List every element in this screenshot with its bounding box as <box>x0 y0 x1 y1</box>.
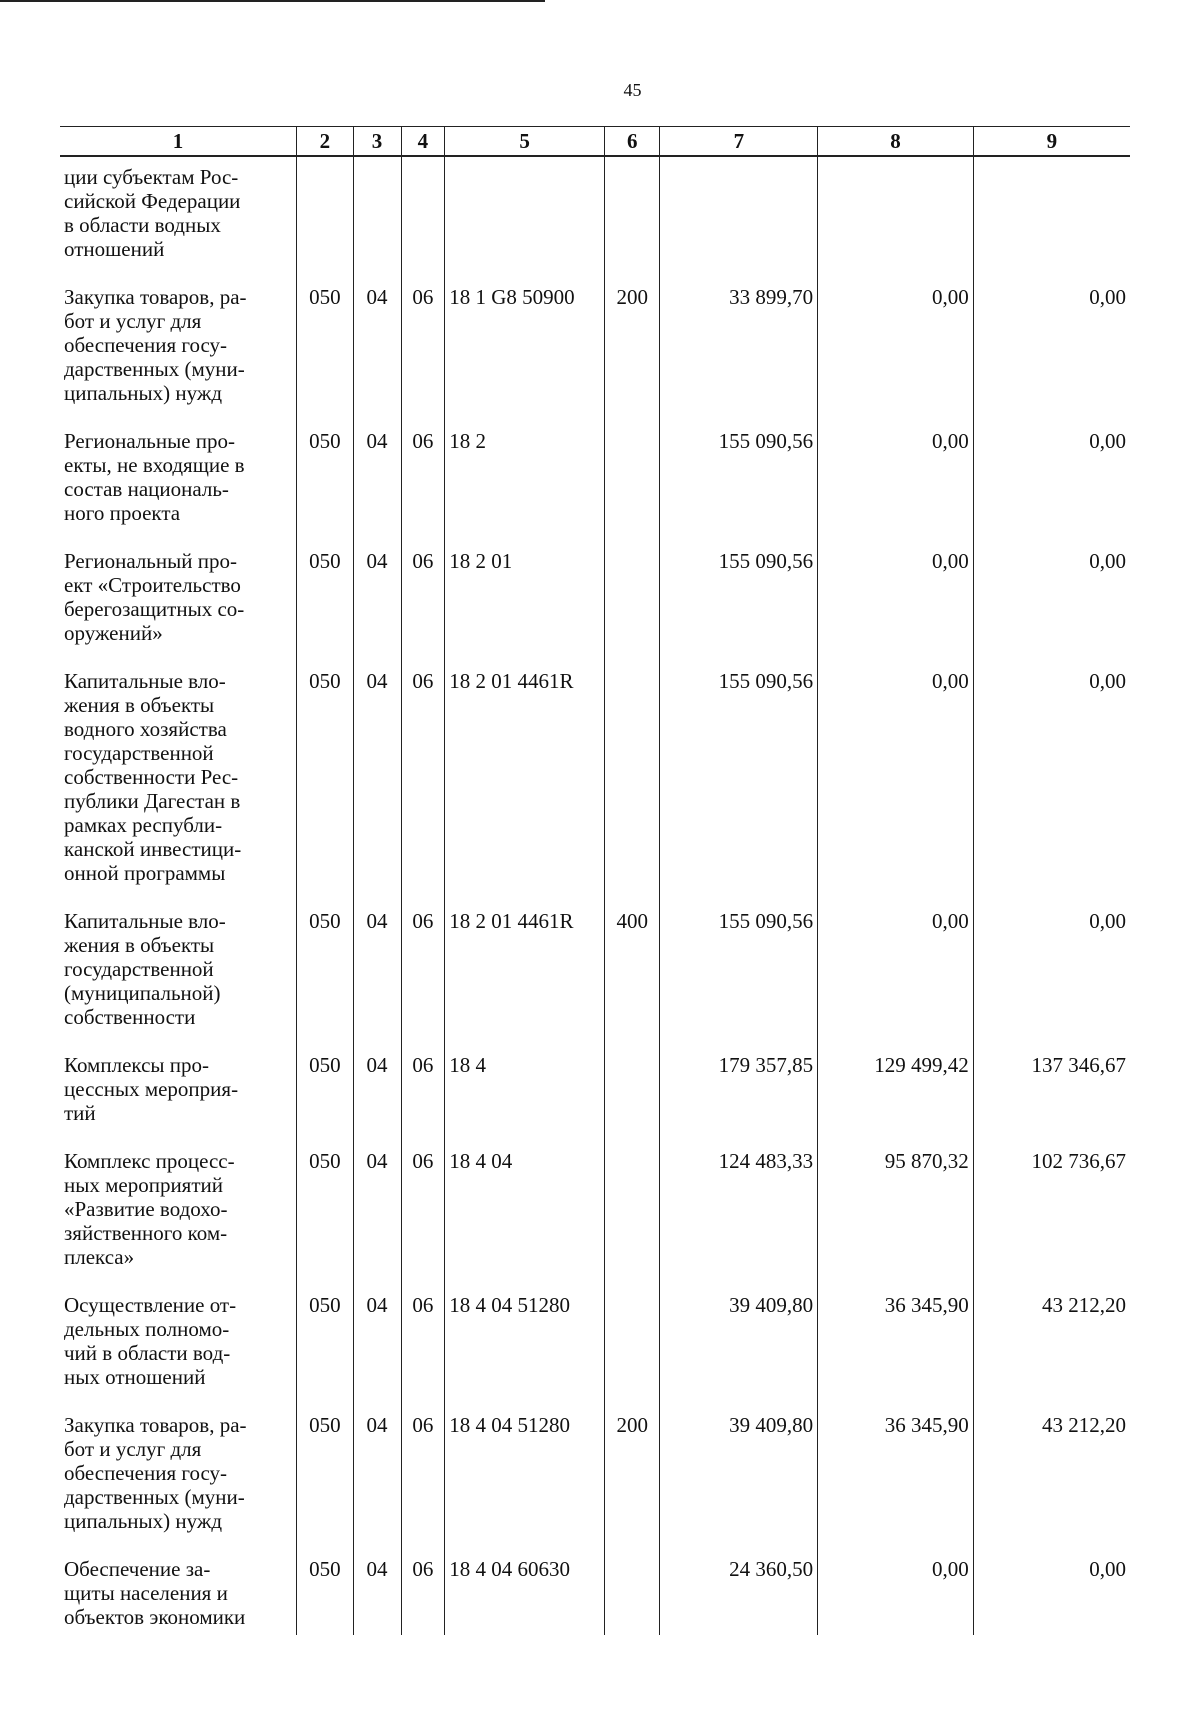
table-row <box>60 156 1130 273</box>
column-header-1: 1 <box>60 127 297 157</box>
amount-year1-cell: 33 899,70 <box>660 273 818 417</box>
admin-code-cell: 050 <box>297 897 353 1041</box>
item-name-line: зяйственного ком- <box>64 1221 228 1245</box>
item-name-cell <box>60 897 297 1041</box>
table-row <box>60 1041 1130 1137</box>
section-cell <box>353 156 401 273</box>
expense-type-cell <box>605 537 660 657</box>
expense-type-cell <box>605 1041 660 1137</box>
section-cell: 04 <box>353 417 401 537</box>
table-row <box>60 1401 1130 1545</box>
table-row <box>60 537 1130 657</box>
amount-year1-cell: 155 090,56 <box>660 417 818 537</box>
item-name-line: берегозащитных со- <box>64 597 245 621</box>
subsection-cell: 06 <box>401 1281 445 1401</box>
section-cell: 04 <box>353 657 401 897</box>
target-article-cell: 18 4 04 60630 <box>445 1545 605 1635</box>
item-name-line: сийской Федерации <box>64 189 241 213</box>
target-article-cell <box>445 156 605 273</box>
amount-year1-cell: 155 090,56 <box>660 897 818 1041</box>
table-row <box>60 273 1130 417</box>
subsection-cell: 06 <box>401 1401 445 1545</box>
subsection-cell: 06 <box>401 897 445 1041</box>
column-header-2: 2 <box>297 127 353 157</box>
expense-type-cell <box>605 657 660 897</box>
item-name-line: ных мероприятий <box>64 1173 223 1197</box>
item-name-line: публики Дагестан в <box>64 789 241 813</box>
item-name-line: объектов экономики <box>64 1605 246 1629</box>
target-article-cell: 18 2 01 <box>445 537 605 657</box>
scan-edge-line <box>0 0 545 2</box>
admin-code-cell: 050 <box>297 537 353 657</box>
item-name-cell <box>60 156 297 273</box>
item-name-cell <box>60 417 297 537</box>
item-name-line: жения в объекты <box>64 693 215 717</box>
table-row <box>60 1545 1130 1635</box>
admin-code-cell: 050 <box>297 1545 353 1635</box>
item-name-line: Комплексы про- <box>64 1053 209 1077</box>
item-name-line: Осуществление от- <box>64 1293 237 1317</box>
item-name-line: состав националь- <box>64 477 229 501</box>
page-number: 45 <box>623 80 642 100</box>
amount-year2-cell: 0,00 <box>818 897 974 1041</box>
section-cell: 04 <box>353 273 401 417</box>
amount-year1-cell: 24 360,50 <box>660 1545 818 1635</box>
amount-year3-cell: 137 346,67 <box>973 1041 1130 1137</box>
item-name-line: рамках республи- <box>64 813 223 837</box>
table-row <box>60 417 1130 537</box>
admin-code-cell <box>297 156 353 273</box>
header-row <box>60 127 1130 157</box>
item-name-line: собственности Рес- <box>64 765 239 789</box>
admin-code-cell: 050 <box>297 1401 353 1545</box>
expense-type-cell: 400 <box>605 897 660 1041</box>
amount-year1-cell <box>660 156 818 273</box>
item-name-line: Обеспечение за- <box>64 1557 211 1581</box>
target-article-cell: 18 1 G8 50900 <box>445 273 605 417</box>
subsection-cell: 06 <box>401 657 445 897</box>
section-cell: 04 <box>353 1401 401 1545</box>
column-header-8: 8 <box>818 127 974 157</box>
item-name-line: плекса» <box>64 1245 135 1269</box>
subsection-cell: 06 <box>401 417 445 537</box>
item-name-line: Комплекс процесс- <box>64 1149 235 1173</box>
amount-year2-cell: 36 345,90 <box>818 1281 974 1401</box>
table-row <box>60 1137 1130 1281</box>
item-name-line: екты, не входящие в <box>64 453 245 477</box>
item-name-line: ципальных) нужд <box>64 1509 223 1533</box>
expense-type-cell: 200 <box>605 273 660 417</box>
item-name-line: в области водных <box>64 213 221 237</box>
item-name-line: ект «Строительство <box>64 573 241 597</box>
item-name-line: отношений <box>64 237 165 261</box>
section-cell: 04 <box>353 1041 401 1137</box>
table-row <box>60 1281 1130 1401</box>
item-name-cell <box>60 1281 297 1401</box>
subsection-cell: 06 <box>401 1137 445 1281</box>
subsection-cell: 06 <box>401 537 445 657</box>
target-article-cell: 18 4 04 <box>445 1137 605 1281</box>
section-cell: 04 <box>353 897 401 1041</box>
item-name-line: Региональный про- <box>64 549 237 573</box>
item-name-cell <box>60 537 297 657</box>
item-name-line: водного хозяйства <box>64 717 227 741</box>
column-header-7: 7 <box>660 127 818 157</box>
section-cell: 04 <box>353 1545 401 1635</box>
target-article-cell: 18 4 04 51280 <box>445 1401 605 1545</box>
item-name-line: онной программы <box>64 861 226 885</box>
amount-year3-cell: 0,00 <box>973 537 1130 657</box>
item-name-line: оружений» <box>64 621 163 645</box>
table-body <box>60 156 1130 1635</box>
item-name-line: (муниципальной) <box>64 981 221 1005</box>
amount-year2-cell <box>818 156 974 273</box>
subsection-cell <box>401 156 445 273</box>
admin-code-cell: 050 <box>297 1041 353 1137</box>
target-article-cell: 18 2 01 4461R <box>445 897 605 1041</box>
column-header-5: 5 <box>445 127 605 157</box>
amount-year2-cell: 0,00 <box>818 537 974 657</box>
admin-code-cell: 050 <box>297 273 353 417</box>
expense-type-cell <box>605 417 660 537</box>
item-name-line: ципальных) нужд <box>64 381 223 405</box>
amount-year3-cell: 0,00 <box>973 897 1130 1041</box>
amount-year2-cell: 129 499,42 <box>818 1041 974 1137</box>
subsection-cell: 06 <box>401 1041 445 1137</box>
amount-year3-cell <box>973 156 1130 273</box>
amount-year3-cell: 43 212,20 <box>973 1281 1130 1401</box>
item-name-line: Закупка товаров, ра- <box>64 1413 247 1437</box>
item-name-line: обеспечения госу- <box>64 1461 228 1485</box>
item-name-line: бот и услуг для <box>64 309 202 333</box>
amount-year2-cell: 0,00 <box>818 1545 974 1635</box>
item-name-cell <box>60 657 297 897</box>
item-name-cell <box>60 1041 297 1137</box>
item-name-line: дарственных (муни- <box>64 1485 245 1509</box>
admin-code-cell: 050 <box>297 417 353 537</box>
amount-year2-cell: 0,00 <box>818 417 974 537</box>
budget-table <box>60 126 1130 1635</box>
expense-type-cell <box>605 1137 660 1281</box>
item-name-line: «Развитие водохо- <box>64 1197 228 1221</box>
item-name-line: дельных полномо- <box>64 1317 230 1341</box>
item-name-line: государственной <box>64 741 214 765</box>
target-article-cell: 18 2 01 4461R <box>445 657 605 897</box>
amount-year1-cell: 124 483,33 <box>660 1137 818 1281</box>
amount-year3-cell: 0,00 <box>973 273 1130 417</box>
item-name-line: ции субъектам Рос- <box>64 165 239 189</box>
admin-code-cell: 050 <box>297 657 353 897</box>
target-article-cell: 18 4 <box>445 1041 605 1137</box>
subsection-cell: 06 <box>401 273 445 417</box>
section-cell: 04 <box>353 1281 401 1401</box>
item-name-line: ных отношений <box>64 1365 206 1389</box>
amount-year2-cell: 36 345,90 <box>818 1401 974 1545</box>
amount-year2-cell: 95 870,32 <box>818 1137 974 1281</box>
amount-year2-cell: 0,00 <box>818 657 974 897</box>
amount-year1-cell: 39 409,80 <box>660 1281 818 1401</box>
item-name-line: канской инвестици- <box>64 837 242 861</box>
item-name-cell <box>60 1137 297 1281</box>
column-header-3: 3 <box>353 127 401 157</box>
item-name-line: собственности <box>64 1005 196 1029</box>
item-name-line: чий в области вод- <box>64 1341 231 1365</box>
column-header-9: 9 <box>973 127 1130 157</box>
amount-year3-cell: 0,00 <box>973 1545 1130 1635</box>
table-row <box>60 657 1130 897</box>
item-name-line: дарственных (муни- <box>64 357 245 381</box>
admin-code-cell: 050 <box>297 1281 353 1401</box>
amount-year3-cell: 0,00 <box>973 657 1130 897</box>
target-article-cell: 18 2 <box>445 417 605 537</box>
admin-code-cell: 050 <box>297 1137 353 1281</box>
item-name-line: Капитальные вло- <box>64 909 226 933</box>
expense-type-cell <box>605 156 660 273</box>
expense-type-cell <box>605 1281 660 1401</box>
amount-year3-cell: 43 212,20 <box>973 1401 1130 1545</box>
amount-year1-cell: 179 357,85 <box>660 1041 818 1137</box>
table-header <box>60 127 1130 157</box>
target-article-cell: 18 4 04 51280 <box>445 1281 605 1401</box>
amount-year1-cell: 155 090,56 <box>660 537 818 657</box>
amount-year2-cell: 0,00 <box>818 273 974 417</box>
section-cell: 04 <box>353 537 401 657</box>
item-name-line: Закупка товаров, ра- <box>64 285 247 309</box>
item-name-line: цессных мероприя- <box>64 1077 239 1101</box>
amount-year1-cell: 155 090,56 <box>660 657 818 897</box>
column-header-4: 4 <box>401 127 445 157</box>
item-name-line: Капитальные вло- <box>64 669 226 693</box>
item-name-cell <box>60 1545 297 1635</box>
item-name-cell <box>60 273 297 417</box>
item-name-line: тий <box>64 1101 96 1125</box>
item-name-line: жения в объекты <box>64 933 215 957</box>
item-name-line: государственной <box>64 957 214 981</box>
table-row <box>60 897 1130 1041</box>
column-header-6: 6 <box>605 127 660 157</box>
section-cell: 04 <box>353 1137 401 1281</box>
item-name-line: обеспечения госу- <box>64 333 228 357</box>
item-name-line: бот и услуг для <box>64 1437 202 1461</box>
amount-year3-cell: 0,00 <box>973 417 1130 537</box>
item-name-line: щиты населения и <box>64 1581 228 1605</box>
expense-type-cell: 200 <box>605 1401 660 1545</box>
amount-year1-cell: 39 409,80 <box>660 1401 818 1545</box>
expense-type-cell <box>605 1545 660 1635</box>
item-name-cell <box>60 1401 297 1545</box>
amount-year3-cell: 102 736,67 <box>973 1137 1130 1281</box>
subsection-cell: 06 <box>401 1545 445 1635</box>
item-name-line: ного проекта <box>64 501 181 525</box>
item-name-line: Региональные про- <box>64 429 236 453</box>
